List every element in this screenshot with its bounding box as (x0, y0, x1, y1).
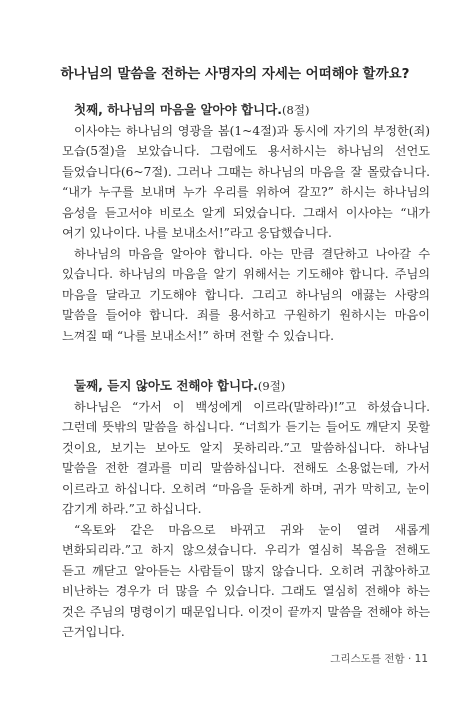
heading-verse-ref: (8절) (282, 103, 310, 117)
paragraph: 하나님은 “가서 이 백성에게 이르라(말하라)!”고 하셨습니다. 그런데 뜻밖의 말씀을 하십니다. “너희가 듣기는 들어도 깨닫지 못할 것이요, 보기는 보아도 알지 못하리라.”고 말씀하십니다. 하나님 말씀을 전한 결과를 미리 말씀하십니다. 전해도 소용없는데, 가서 이르라고 하십니다. 오히려 “마음을 둔하게 하며, 귀가 막히고, 눈이 감기게 하라.”고 하십니다. (62, 399, 430, 516)
heading-text: 둘째, 듣지 않아도 전해야 합니다. (74, 378, 258, 393)
paragraph: 하나님의 마음을 알아야 합니다. 아는 만큼 결단하고 나아갈 수 있습니다. 하나님의 마음을 알기 위해서는 기도해야 합니다. 주님의 마음을 달라고 기도해야 합니다. 그리고 하나님의 애끓는 사랑의 말씀을 들어야 합니다. 죄를 용서하고 구원하기 원하시는 마음이 느껴질 때 “나를 보내소서!” 하며 전할 수 있습니다. (62, 246, 430, 343)
section-first (62, 100, 430, 346)
paragraph: “옥토와 같은 마음으로 바뀌고 귀와 눈이 열려 새롭게 변화되리라.”고 하지 않으셨습니다. 우리가 열심히 복음을 전해도 듣고 깨닫고 알아듣는 사람들이 많지 않습니다. 오히려 귀찮아하고 비난하는 경우가 더 많을 수 있습니다. 그래도 열심히 전해야 하는 것은 주님의 명령이기 때문입니다. 이것이 끝까지 말씀을 전해야 하는 근거입니다. (62, 522, 430, 639)
paragraph: 이사야는 하나님의 영광을 봄(1~4절)과 동시에 자기의 부정한(죄) 모습(5절)을 보았습니다. 그럼에도 용서하시는 하나님의 선언도 들었습니다(6~7절). 그러나 그때는 하나님의 마음을 잘 몰랐습니다. “내가 누구를 보내며 누가 우리를 위하여 갈꼬?” 하시는 하나님의 음성을 듣고서야 비로소 알게 되었습니다. 그래서 이사야는 “내가 여기 있나이다. 나를 보내소서!”라고 응답했습니다. (62, 123, 430, 240)
heading-verse-ref: (9절) (257, 379, 286, 393)
page-question: 하나님의 말씀을 전하는 사명자의 자세는 어떠해야 할까요? (60, 66, 410, 82)
page-footer: 그리스도를 전함 · 11 (330, 653, 428, 665)
section-heading (62, 376, 430, 397)
section-second (62, 376, 430, 643)
section-heading (62, 100, 430, 121)
heading-text: 첫째, 하나님의 마음을 알아야 합니다. (74, 102, 283, 117)
